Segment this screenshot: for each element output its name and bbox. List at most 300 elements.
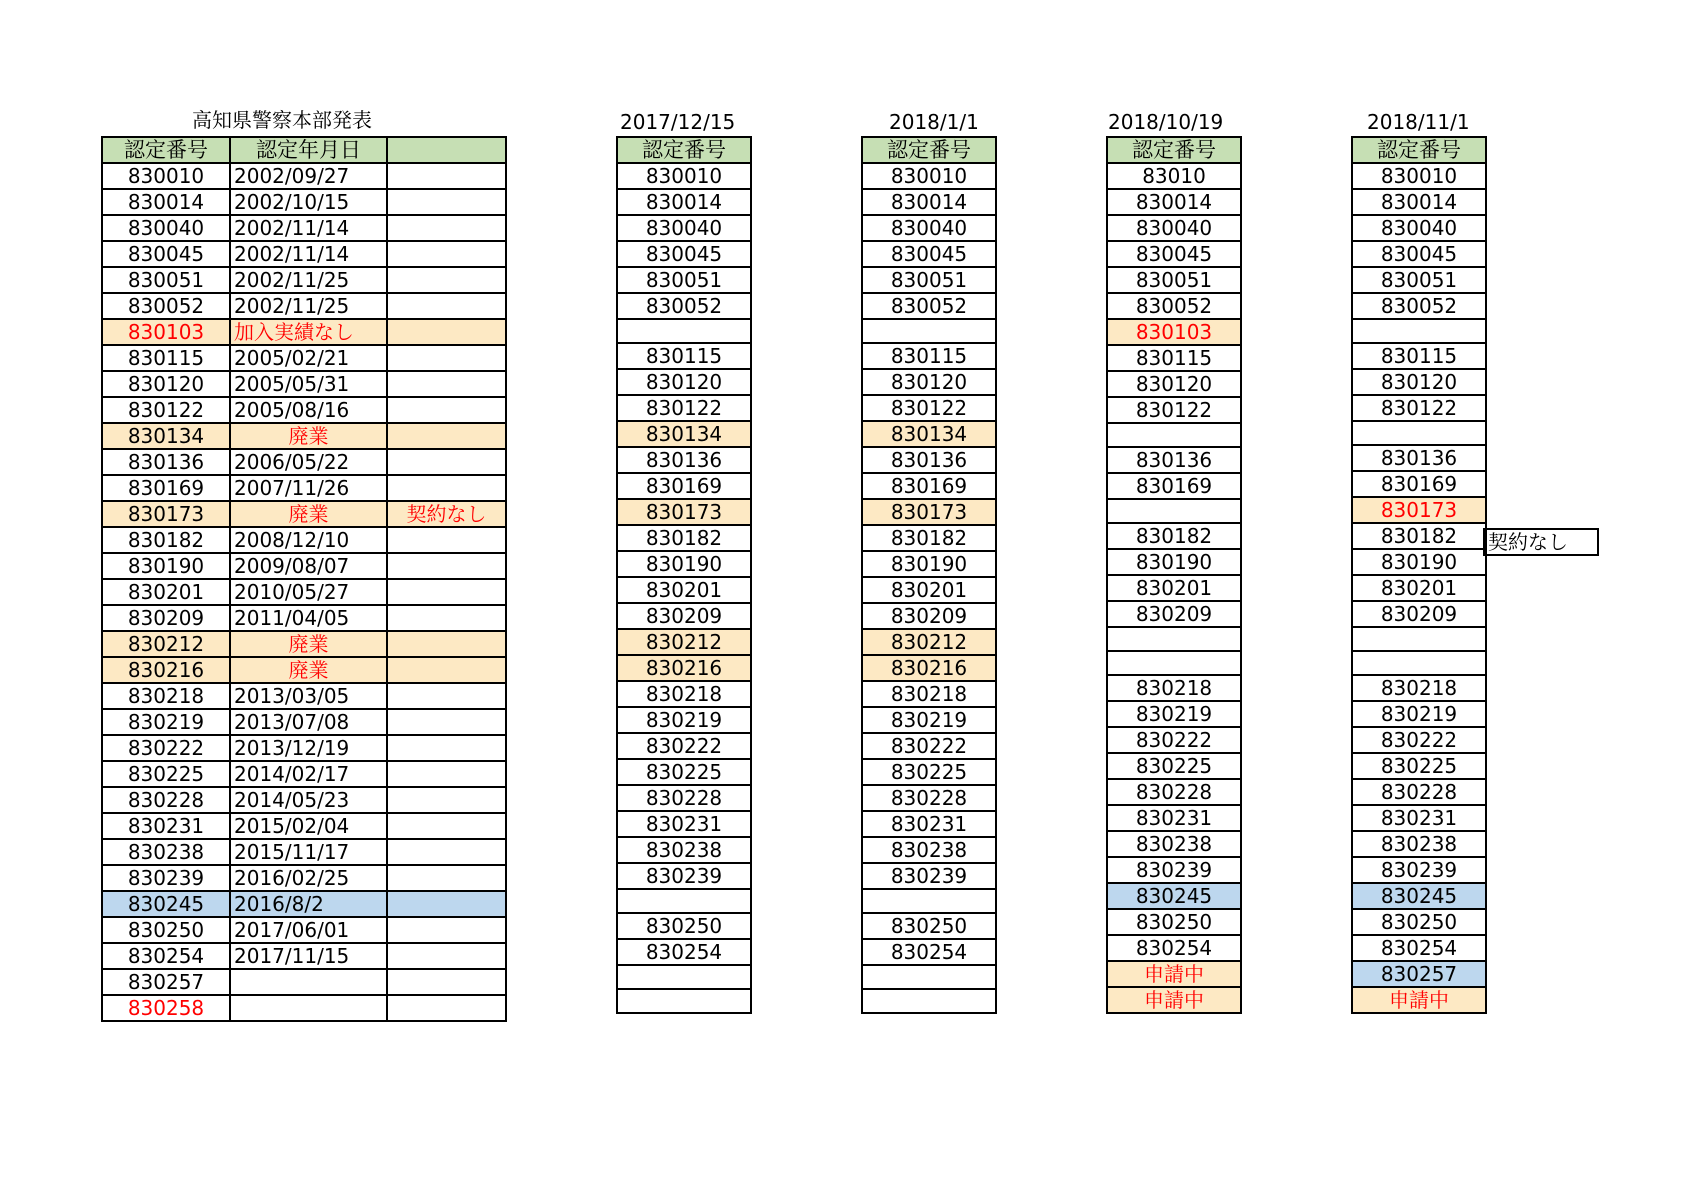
note-cell — [387, 657, 506, 683]
table-row — [1352, 445, 1486, 471]
cert-date-cell: 廃業 — [230, 657, 387, 683]
cert-number-cell: 830040 — [1352, 215, 1486, 241]
table-row — [102, 839, 506, 865]
table-row — [1352, 369, 1486, 395]
cert-number-cell: 830122 — [1352, 395, 1486, 421]
table-row — [617, 319, 751, 343]
cert-number-cell: 830231 — [862, 811, 996, 837]
cert-number-cell: 830254 — [102, 943, 230, 969]
main-table-title: 高知県警察本部発表 — [192, 108, 372, 132]
table-row — [862, 215, 996, 241]
cert-number-cell: 830103 — [102, 319, 230, 345]
cert-number-cell: 830045 — [1352, 241, 1486, 267]
table-row — [1352, 701, 1486, 727]
cert-date-cell: 廃業 — [230, 423, 387, 449]
cert-number-cell: 830115 — [1107, 345, 1241, 371]
cert-number-cell: 830173 — [1352, 497, 1486, 523]
table-row — [862, 499, 996, 525]
table-row — [102, 683, 506, 709]
cert-number-cell: 830045 — [1107, 241, 1241, 267]
cert-number-cell: 830225 — [1107, 753, 1241, 779]
cert-number-cell: 830225 — [102, 761, 230, 787]
cert-number-cell: 830052 — [102, 293, 230, 319]
cert-number-cell: 830173 — [617, 499, 751, 525]
cert-number-cell: 830219 — [102, 709, 230, 735]
table-row — [1352, 189, 1486, 215]
cert-date-cell: 2008/12/10 — [230, 527, 387, 553]
table-row — [617, 369, 751, 395]
cert-number-cell: 830014 — [617, 189, 751, 215]
snapshot-table-2 — [1106, 136, 1242, 1014]
cert-number-cell: 830257 — [1352, 961, 1486, 987]
header-cert-date: 認定年月日 — [230, 137, 387, 163]
table-row — [102, 865, 506, 891]
table-row — [1107, 909, 1241, 935]
cert-number-cell: 830014 — [1352, 189, 1486, 215]
cert-number-cell: 830238 — [862, 837, 996, 863]
table-row — [862, 863, 996, 889]
table-row — [617, 759, 751, 785]
table-row — [1352, 857, 1486, 883]
cert-number-cell: 830201 — [862, 577, 996, 603]
table-row — [1107, 371, 1241, 397]
table-row — [617, 889, 751, 913]
table-row — [862, 421, 996, 447]
table-row — [862, 189, 996, 215]
table-row — [1107, 779, 1241, 805]
snapshot-date-2: 2018/10/19 — [1108, 110, 1224, 134]
cert-number-cell: 830040 — [617, 215, 751, 241]
cert-number-cell: 830120 — [102, 371, 230, 397]
table-row — [862, 913, 996, 939]
table-row — [862, 989, 996, 1013]
table-row — [617, 267, 751, 293]
table-row — [1107, 651, 1241, 675]
table-row — [1107, 447, 1241, 473]
cert-number-cell: 830014 — [102, 189, 230, 215]
table-row — [102, 371, 506, 397]
table-row — [1107, 753, 1241, 779]
table-row — [862, 241, 996, 267]
table-row — [617, 241, 751, 267]
cert-number-cell: 830190 — [1107, 549, 1241, 575]
note-cell — [387, 189, 506, 215]
note-cell — [387, 605, 506, 631]
cert-number-cell: 830228 — [862, 785, 996, 811]
table-row — [1352, 241, 1486, 267]
table-row — [1107, 189, 1241, 215]
table-row — [102, 891, 506, 917]
note-cell — [387, 709, 506, 735]
cert-number-cell: 830182 — [862, 525, 996, 551]
table-row — [1352, 471, 1486, 497]
cert-number-cell: 830052 — [1352, 293, 1486, 319]
cert-number-cell: 830209 — [1352, 601, 1486, 627]
cert-number-cell — [617, 965, 751, 989]
table-row — [1352, 523, 1486, 549]
cert-number-cell: 830216 — [102, 657, 230, 683]
table-row — [102, 631, 506, 657]
table-row — [102, 943, 506, 969]
snapshot-date-1: 2018/1/1 — [889, 110, 979, 134]
table-row — [102, 449, 506, 475]
table-row — [862, 395, 996, 421]
table-row — [102, 553, 506, 579]
table-row — [1352, 651, 1486, 675]
cert-number-cell: 830225 — [1352, 753, 1486, 779]
table-row — [1107, 397, 1241, 423]
table-row — [617, 447, 751, 473]
table-row — [1107, 627, 1241, 651]
cert-number-cell: 830182 — [102, 527, 230, 553]
note-cell — [387, 527, 506, 553]
cert-number-cell: 申請中 — [1352, 987, 1486, 1013]
table-row — [862, 837, 996, 863]
table-row — [1352, 267, 1486, 293]
note-cell — [387, 371, 506, 397]
table-row — [617, 215, 751, 241]
cert-number-cell: 830115 — [1352, 343, 1486, 369]
cert-number-cell: 830218 — [862, 681, 996, 707]
table-row — [102, 215, 506, 241]
cert-date-cell: 2013/12/19 — [230, 735, 387, 761]
table-row — [1352, 163, 1486, 189]
note-cell — [387, 423, 506, 449]
cert-number-cell: 830169 — [102, 475, 230, 501]
cert-number-cell: 830173 — [102, 501, 230, 527]
header-cert-number: 認定番号 — [1352, 137, 1486, 163]
table-row — [1107, 601, 1241, 627]
header-cert-number: 認定番号 — [862, 137, 996, 163]
table-row — [617, 989, 751, 1013]
table-row — [102, 579, 506, 605]
cert-number-cell: 830190 — [862, 551, 996, 577]
cert-date-cell: 廃業 — [230, 631, 387, 657]
cert-number-cell: 830136 — [102, 449, 230, 475]
cert-number-cell: 830222 — [1107, 727, 1241, 753]
table-row — [617, 343, 751, 369]
cert-number-cell: 830218 — [102, 683, 230, 709]
cert-number-cell: 830250 — [102, 917, 230, 943]
table-row — [102, 709, 506, 735]
cert-number-cell: 830239 — [862, 863, 996, 889]
note-cell — [387, 579, 506, 605]
table-row — [1352, 319, 1486, 343]
cert-number-cell: 830245 — [1107, 883, 1241, 909]
cert-number-cell: 申請中 — [1107, 961, 1241, 987]
cert-date-cell: 2005/02/21 — [230, 345, 387, 371]
note-cell — [387, 891, 506, 917]
table-row — [1352, 909, 1486, 935]
table-row — [1352, 753, 1486, 779]
table-row — [617, 629, 751, 655]
cert-number-cell: 830173 — [862, 499, 996, 525]
table-row — [862, 473, 996, 499]
cert-number-cell: 830216 — [617, 655, 751, 681]
table-row — [862, 965, 996, 989]
table-row — [862, 163, 996, 189]
table-row — [617, 863, 751, 889]
table-row — [102, 657, 506, 683]
cert-number-cell — [862, 319, 996, 343]
cert-number-cell: 830052 — [862, 293, 996, 319]
note-cell — [387, 553, 506, 579]
cert-number-cell — [1352, 319, 1486, 343]
table-row — [1107, 935, 1241, 961]
cert-number-cell: 830239 — [102, 865, 230, 891]
table-row — [862, 681, 996, 707]
cert-number-cell: 830045 — [617, 241, 751, 267]
cert-number-cell: 830254 — [617, 939, 751, 965]
note-cell — [387, 865, 506, 891]
cert-number-cell: 830120 — [1107, 371, 1241, 397]
cert-number-cell: 830218 — [1107, 675, 1241, 701]
cert-number-cell: 830212 — [102, 631, 230, 657]
cert-number-cell: 830201 — [1352, 575, 1486, 601]
cert-number-cell: 830190 — [102, 553, 230, 579]
cert-date-cell: 2002/11/25 — [230, 267, 387, 293]
table-row — [617, 681, 751, 707]
cert-number-cell: 申請中 — [1107, 987, 1241, 1013]
note-cell — [387, 969, 506, 995]
cert-number-cell: 830245 — [102, 891, 230, 917]
table-row — [617, 525, 751, 551]
table-row — [862, 577, 996, 603]
cert-number-cell — [862, 965, 996, 989]
cert-number-cell: 830225 — [862, 759, 996, 785]
cert-date-cell: 2007/11/26 — [230, 475, 387, 501]
cert-number-cell: 830231 — [1352, 805, 1486, 831]
table-row — [862, 319, 996, 343]
cert-number-cell: 830122 — [862, 395, 996, 421]
cert-number-cell: 830103 — [1107, 319, 1241, 345]
table-row — [617, 395, 751, 421]
cert-number-cell — [1107, 499, 1241, 523]
table-row — [862, 733, 996, 759]
cert-date-cell: 2015/11/17 — [230, 839, 387, 865]
cert-date-cell: 2017/06/01 — [230, 917, 387, 943]
cert-date-cell: 2016/8/2 — [230, 891, 387, 917]
note-cell — [387, 319, 506, 345]
table-row — [617, 939, 751, 965]
table-row — [617, 785, 751, 811]
cert-number-cell: 830219 — [1107, 701, 1241, 727]
table-row — [102, 241, 506, 267]
cert-date-cell: 2002/10/15 — [230, 189, 387, 215]
header-cert-number: 認定番号 — [102, 137, 230, 163]
table-row — [1107, 575, 1241, 601]
table-row — [862, 811, 996, 837]
cert-date-cell: 2013/03/05 — [230, 683, 387, 709]
table-row — [1107, 675, 1241, 701]
cert-number-cell: 830051 — [1352, 267, 1486, 293]
table-row — [102, 787, 506, 813]
table-row — [862, 551, 996, 577]
table-row — [102, 735, 506, 761]
cert-number-cell: 830254 — [862, 939, 996, 965]
table-row — [862, 603, 996, 629]
cert-number-cell: 830228 — [617, 785, 751, 811]
cert-number-cell: 830239 — [1352, 857, 1486, 883]
note-cell — [387, 267, 506, 293]
cert-number-cell: 830182 — [1107, 523, 1241, 549]
table-row — [1352, 421, 1486, 445]
table-row — [862, 343, 996, 369]
table-row — [617, 189, 751, 215]
cert-date-cell: 2002/11/25 — [230, 293, 387, 319]
cert-date-cell: 2002/09/27 — [230, 163, 387, 189]
header-cert-number: 認定番号 — [1107, 137, 1241, 163]
cert-number-cell: 830231 — [1107, 805, 1241, 831]
cert-date-cell: 2016/02/25 — [230, 865, 387, 891]
cert-number-cell: 830225 — [617, 759, 751, 785]
note-cell: 契約なし — [387, 501, 506, 527]
cert-date-cell: 2002/11/14 — [230, 215, 387, 241]
cert-number-cell: 830250 — [1352, 909, 1486, 935]
table-row — [102, 969, 506, 995]
cert-number-cell — [617, 319, 751, 343]
cert-number-cell: 830051 — [102, 267, 230, 293]
table-row — [1352, 627, 1486, 651]
cert-number-cell: 830238 — [1107, 831, 1241, 857]
note-cell — [387, 683, 506, 709]
table-row — [617, 603, 751, 629]
table-row — [102, 345, 506, 371]
table-row — [617, 655, 751, 681]
cert-number-cell: 830182 — [617, 525, 751, 551]
table-row — [862, 267, 996, 293]
cert-number-cell: 830136 — [1107, 447, 1241, 473]
table-row — [1107, 857, 1241, 883]
table-row — [1352, 601, 1486, 627]
cert-date-cell — [230, 969, 387, 995]
table-row — [1352, 831, 1486, 857]
cert-number-cell: 830120 — [862, 369, 996, 395]
cert-number-cell: 830219 — [1352, 701, 1486, 727]
cert-date-cell: 2014/05/23 — [230, 787, 387, 813]
side-note-no-contract: 契約なし — [1483, 528, 1599, 556]
note-cell — [387, 813, 506, 839]
cert-number-cell: 830051 — [617, 267, 751, 293]
table-row — [102, 917, 506, 943]
table-row — [862, 447, 996, 473]
cert-number-cell: 830010 — [862, 163, 996, 189]
snapshot-date-3: 2018/11/1 — [1367, 110, 1470, 134]
note-cell — [387, 631, 506, 657]
header-row — [1352, 137, 1486, 163]
cert-number-cell: 830209 — [617, 603, 751, 629]
snapshot-table-1 — [861, 136, 997, 1014]
cert-number-cell: 830231 — [617, 811, 751, 837]
cert-number-cell — [862, 989, 996, 1013]
cert-number-cell: 830245 — [1352, 883, 1486, 909]
header-cert-number: 認定番号 — [617, 137, 751, 163]
note-cell — [387, 735, 506, 761]
table-row — [1107, 319, 1241, 345]
cert-date-cell: 2014/02/17 — [230, 761, 387, 787]
cert-number-cell: 830045 — [862, 241, 996, 267]
table-row — [1107, 805, 1241, 831]
cert-number-cell: 830040 — [1107, 215, 1241, 241]
table-row — [1107, 499, 1241, 523]
table-row — [1352, 575, 1486, 601]
header-note — [387, 137, 506, 163]
cert-date-cell: 2013/07/08 — [230, 709, 387, 735]
snapshot-table-3 — [1351, 136, 1487, 1014]
cert-date-cell: 2005/05/31 — [230, 371, 387, 397]
cert-number-cell — [1107, 651, 1241, 675]
cert-number-cell: 830201 — [102, 579, 230, 605]
table-row — [1107, 473, 1241, 499]
cert-number-cell: 830134 — [617, 421, 751, 447]
cert-number-cell: 830190 — [1352, 549, 1486, 575]
table-row — [102, 189, 506, 215]
table-row — [1107, 549, 1241, 575]
cert-number-cell: 830120 — [617, 369, 751, 395]
cert-date-cell: 2006/05/22 — [230, 449, 387, 475]
table-row — [617, 499, 751, 525]
table-row — [862, 785, 996, 811]
table-row — [1352, 883, 1486, 909]
cert-number-cell: 830122 — [617, 395, 751, 421]
note-cell — [387, 241, 506, 267]
cert-number-cell: 830218 — [1352, 675, 1486, 701]
cert-number-cell — [617, 889, 751, 913]
cert-date-cell: 2017/11/15 — [230, 943, 387, 969]
snapshot-date-0: 2017/12/15 — [620, 110, 736, 134]
table-row — [1107, 241, 1241, 267]
table-row — [102, 163, 506, 189]
note-cell — [387, 345, 506, 371]
cert-number-cell: 830222 — [862, 733, 996, 759]
cert-number-cell: 830201 — [617, 577, 751, 603]
table-row — [1352, 293, 1486, 319]
cert-number-cell — [1352, 651, 1486, 675]
cert-number-cell: 830238 — [102, 839, 230, 865]
note-cell — [387, 839, 506, 865]
cert-number-cell: 830250 — [617, 913, 751, 939]
cert-number-cell: 830122 — [1107, 397, 1241, 423]
table-row — [617, 733, 751, 759]
cert-number-cell: 830219 — [862, 707, 996, 733]
note-cell — [387, 475, 506, 501]
cert-number-cell: 830209 — [102, 605, 230, 631]
table-row — [1107, 215, 1241, 241]
cert-number-cell: 830010 — [102, 163, 230, 189]
table-row — [1107, 523, 1241, 549]
table-row — [617, 551, 751, 577]
table-row — [617, 811, 751, 837]
table-row — [617, 707, 751, 733]
table-row — [617, 837, 751, 863]
table-row — [862, 889, 996, 913]
table-row — [1352, 779, 1486, 805]
table-row — [102, 605, 506, 631]
table-row — [862, 293, 996, 319]
note-cell — [387, 397, 506, 423]
cert-number-cell: 830014 — [1107, 189, 1241, 215]
table-row — [1107, 831, 1241, 857]
cert-date-cell: 加入実績なし — [230, 319, 387, 345]
cert-number-cell: 830010 — [1352, 163, 1486, 189]
table-row — [1352, 805, 1486, 831]
cert-number-cell — [862, 889, 996, 913]
cert-number-cell: 830134 — [102, 423, 230, 449]
cert-number-cell: 830257 — [102, 969, 230, 995]
cert-number-cell: 830238 — [617, 837, 751, 863]
table-row — [1107, 883, 1241, 909]
table-row — [1352, 395, 1486, 421]
